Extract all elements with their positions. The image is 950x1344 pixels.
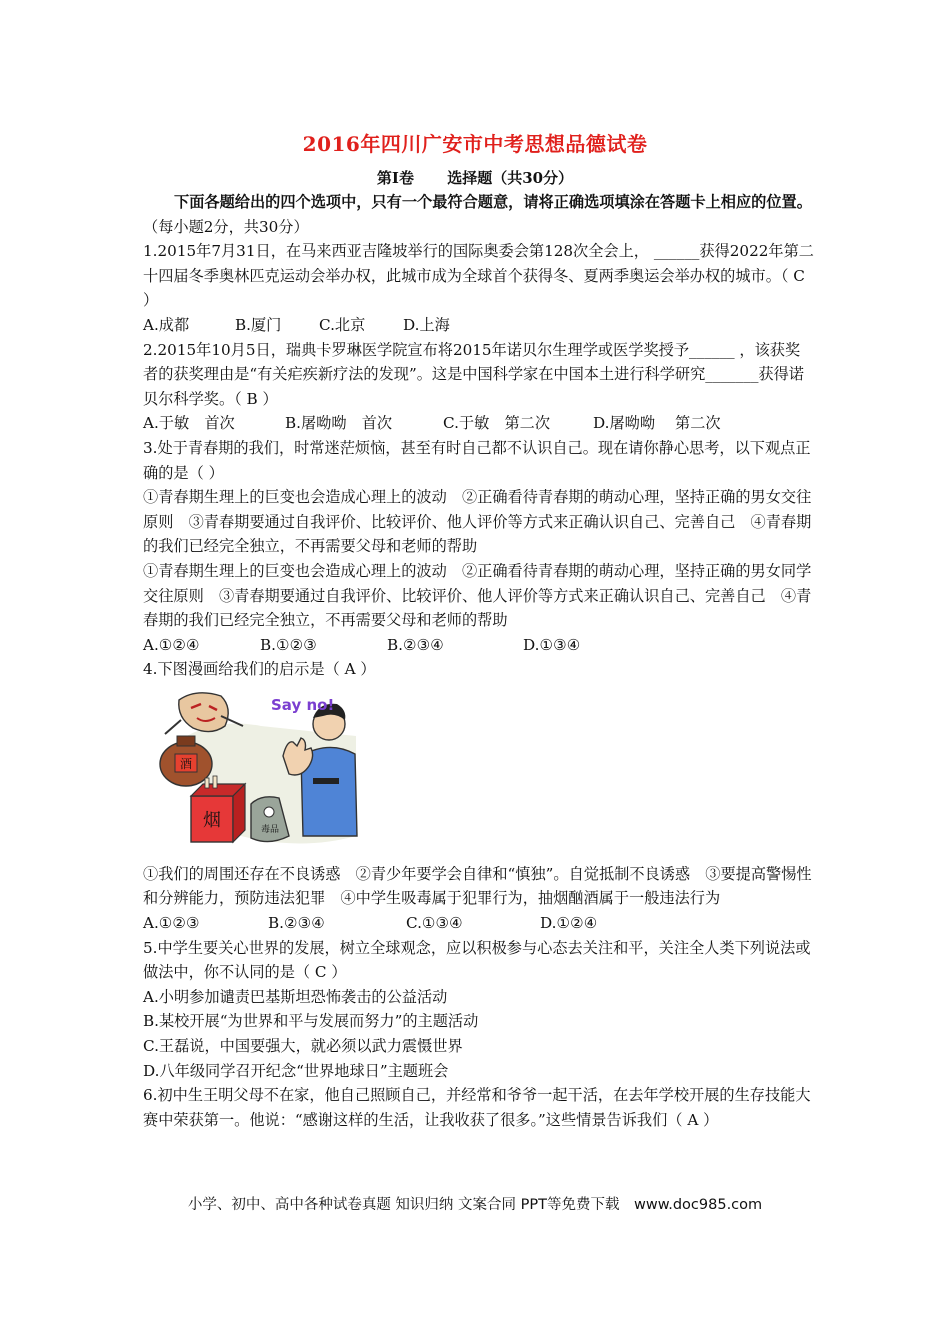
cigarette-icon [205,778,209,788]
section-part: 第Ⅰ卷 [376,169,414,187]
question-3-stem: 3.处于青春期的我们，时常迷茫烦恼，甚至有时自己都不认识自己。现在请你静心思考，以下观点正确的是（ ） [143,438,811,482]
question-5-option-b: B.某校开展“为世界和平与发展而努力”的主题活动 [143,1012,479,1031]
question-3-statements-a: ①青春期生理上的巨变也会造成心理上的波动 ②正确看待青春期的萌动心理，坚持正确的男女交往原则 ③青春期要通过自我评价、比较评价、他人评价等方式来正确认识自己、完善自己 ④青春期的我们已经完全独立，不再需要父母和老师的帮助 [143,488,812,556]
page-title: 2016年四川广安市中考思想品德试卷 [302,132,648,156]
wine-jar-neck-icon [177,736,195,746]
page-footer: 小学、初中、高中各种试卷真题 知识归纳 文案合同 PPT等免费下载 www.doc985.com [187,1197,763,1213]
option: B.厦门 [235,315,282,334]
instructions [143,190,815,239]
shirt-stripe-icon [313,778,339,784]
speech-say-no: Say no! [271,695,335,714]
question-4-stem: 4.下图漫画给我们的启示是（ A ） [143,660,376,679]
wine-label: 酒 [179,756,193,771]
option: A.①②③ [143,914,200,933]
question-5-option-c: C.王磊说，中国要强大，就必须以武力震慑世界 [143,1037,463,1056]
question-4-statements: ①我们的周围还存在不良诱惑 ②青少年要学会自律和“慎独”。自觉抵制不良诱惑 ③要提高警惕性和分辨能力，预防违法犯罪 ④中学生吸毒属于犯罪行为，抽烟酗酒属于一般违法行为 [143,864,812,908]
option: D.①③④ [523,635,581,654]
question-5-option-a: A.小明参加谴责巴基斯坦恐怖袭击的公益活动 [143,987,448,1006]
cigarette-label: 烟 [203,809,221,831]
option: B.①②③ [260,635,317,654]
temptation-monster-icon [179,693,228,732]
skull-icon [264,807,274,817]
option: C.北京 [319,315,366,334]
option: B.②③④ [268,914,325,933]
option: C.①③④ [406,914,463,933]
option: C.于敏 第二次 [443,414,551,433]
cigarette-icon [213,776,217,788]
question-1-options [143,313,815,338]
instructions-bold: 下面各题给出的四个选项中，只有一个最符合题意，请将正确选项填涂在答题卡上相应的位置。 [174,193,812,211]
option: B.②③④ [387,635,444,654]
option: A.①②④ [143,635,200,654]
section-heading [0,167,950,188]
option: B.屠呦呦 首次 [285,414,393,433]
question-3-options [143,633,815,658]
question-1-stem: 1.2015年7月31日，在马来西亚吉隆坡举行的国际奥委会第128次全会上， ______获得2022年第二十四届冬季奥林匹克运动会举办权，此城市成为全球首个获得冬、夏两季奥运会举办权的城市。（ C ） [143,242,814,310]
question-2-stem: 2.2015年10月5日，瑞典卡罗琳医学院宣布将2015年诺贝尔生理学或医学奖授予______ ，该获奖者的获奖理由是“有关疟疾新疗法的发现”。这是中国科学家在中国本土进行科学研究_______获得诺贝尔科学奖。（ B ） [143,340,804,408]
question-5-stem: 5.中学生要关心世界的发展，树立全球观念，应以积极参与心态去关注和平，关注全人类下列说法或做法中，你不认同的是（ C ） [143,938,811,982]
option: D.①②④ [540,914,598,933]
instructions-score: （每小题2分，共30分） [143,217,309,236]
option: A.成都 [143,315,190,334]
question-5-option-d: D.八年级同学召开纪念“世界地球日”主题班会 [143,1061,449,1080]
section-name: 选择题（共30分） [447,169,574,187]
say-no-comic [151,686,361,858]
question-3-statements-b: ①青春期生理上的巨变也会造成心理上的波动 ②正确看待青春期的萌动心理，坚持正确的男女同学交往原则 ③青春期要通过自我评价、比较评价、他人评价等方式来正确认识自己、完善自己 ④青春期的我们已经完全独立，不再需要父母和老师的帮助 [143,561,812,630]
question-2-options [143,411,815,436]
option: A.于敏 首次 [143,414,235,433]
question-4-options [143,911,815,936]
option: D.上海 [403,315,450,334]
option: D.屠呦呦 第二次 [593,414,721,433]
question-6-stem: 6.初中生王明父母不在家，他自己照顾自己，并经常和爷爷一起干活，在去年学校开展的生存技能大赛中荣获第一。他说：“感谢这样的生活，让我收获了很多。”这些情景告诉我们（ A ） [143,1086,811,1129]
exam-content [143,190,815,1132]
comic-illustration [151,686,361,858]
drug-label: 毒品 [260,824,280,835]
